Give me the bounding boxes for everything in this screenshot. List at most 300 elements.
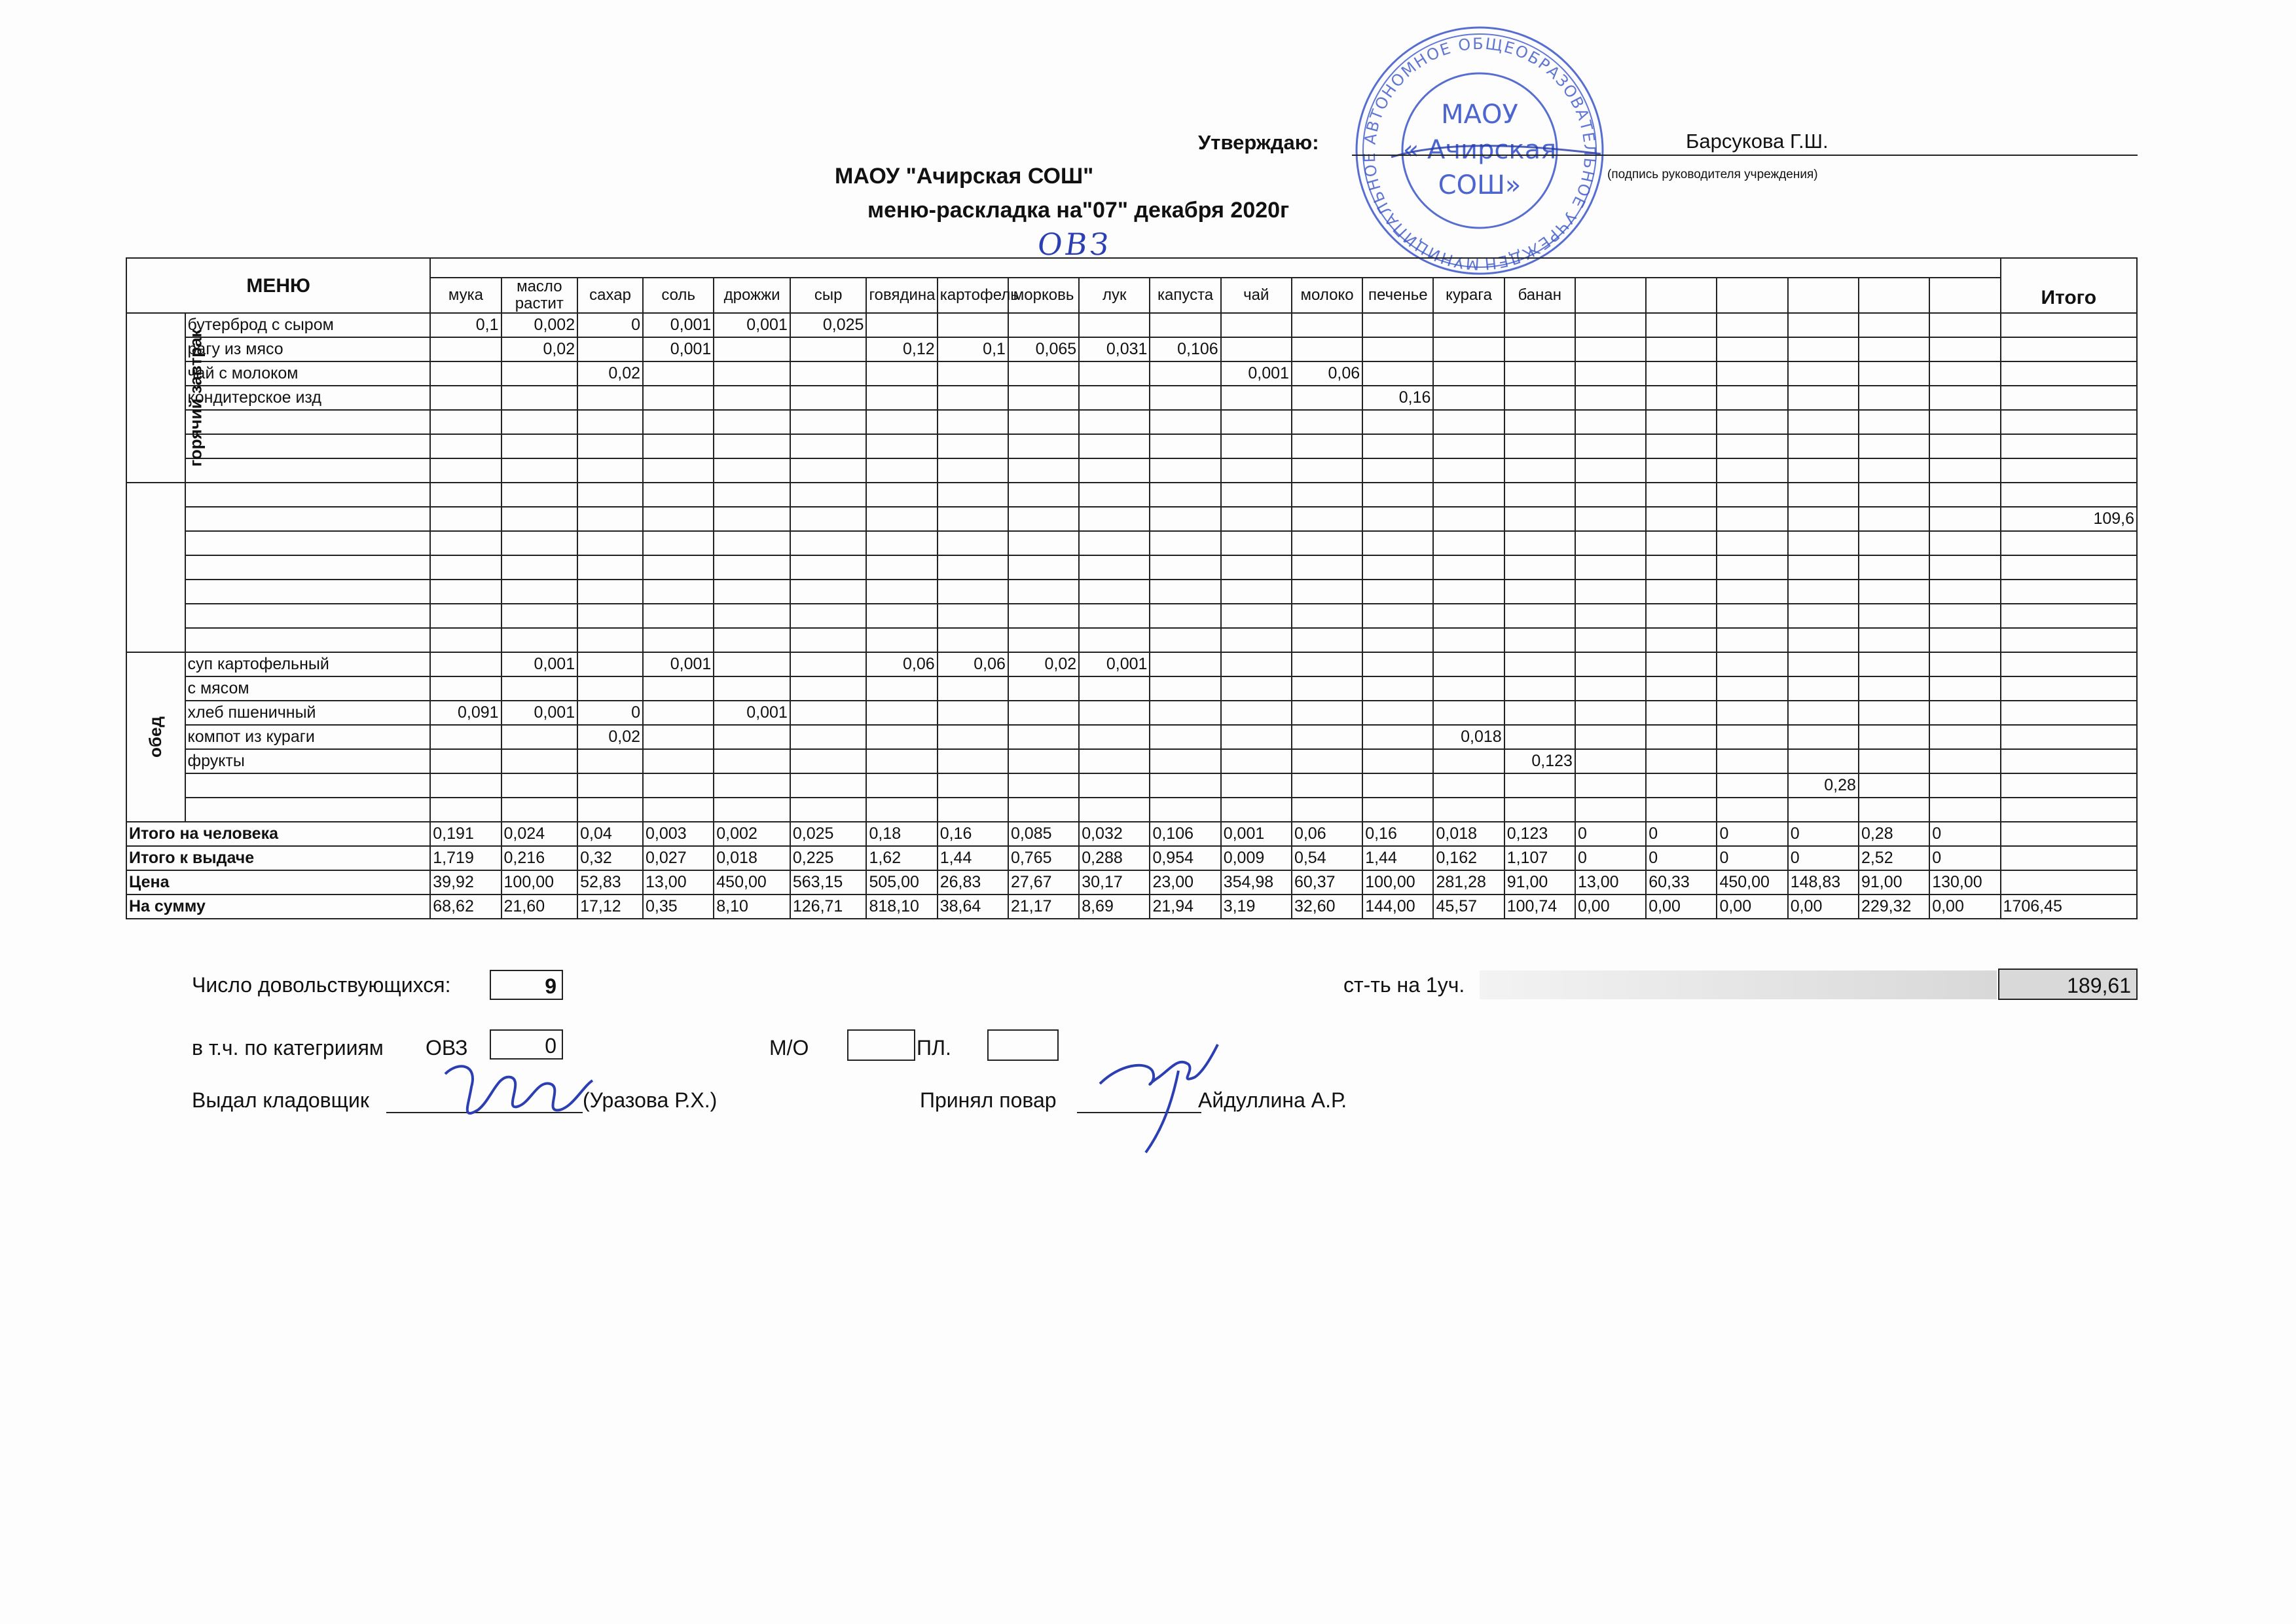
ingredient-amount <box>866 628 937 652</box>
ingredient-amount <box>501 434 578 458</box>
ingredient-header: морковь <box>1008 278 1079 313</box>
ingredient-amount <box>866 555 937 580</box>
dish-name: кондитерское изд <box>185 386 431 410</box>
ingredient-amount <box>1646 773 1717 798</box>
table-row <box>126 531 2137 555</box>
ingredient-amount <box>577 555 643 580</box>
ingredient-amount <box>501 507 578 531</box>
ingredient-amount <box>430 628 501 652</box>
ingredient-amount <box>714 555 790 580</box>
totals-value: 0,288 <box>1079 846 1150 870</box>
ingredient-amount <box>1433 701 1504 725</box>
ingredient-amount <box>1646 313 1717 337</box>
ingredient-amount <box>1221 458 1292 483</box>
ingredient-amount <box>1150 531 1220 555</box>
ingredient-amount <box>1646 361 1717 386</box>
ingredient-amount <box>866 434 937 458</box>
totals-label: На сумму <box>126 895 430 919</box>
ingredient-amount <box>1717 386 1787 410</box>
ingredient-amount <box>430 580 501 604</box>
table-row <box>126 555 2137 580</box>
ingredient-amount <box>430 361 501 386</box>
ingredient-amount <box>1292 604 1362 628</box>
ingredient-amount <box>1292 434 1362 458</box>
ingredient-amount <box>577 337 643 361</box>
totals-value: 1,44 <box>938 846 1008 870</box>
ingredient-amount <box>938 434 1008 458</box>
ingredient-amount <box>1433 531 1504 555</box>
section-label <box>126 652 185 822</box>
totals-value: 0,032 <box>1079 822 1150 846</box>
ingredient-amount <box>501 458 578 483</box>
totals-value: 0,024 <box>501 822 578 846</box>
ingredient-amount <box>1788 749 1859 773</box>
ingredient-amount <box>1859 458 1929 483</box>
ingredient-amount <box>1433 386 1504 410</box>
ingredient-amount <box>577 410 643 434</box>
dish-name: суп картофельный <box>185 652 431 676</box>
row-total <box>2001 725 2137 749</box>
ingredient-amount: 0,001 <box>1079 652 1150 676</box>
ingredient-amount: 0,02 <box>1008 652 1079 676</box>
issued-label: Выдал кладовщик <box>192 1088 369 1112</box>
ingredient-amount <box>938 507 1008 531</box>
totals-value: 0 <box>1646 822 1717 846</box>
ingredient-amount <box>1717 701 1787 725</box>
ingredient-amount <box>1575 604 1646 628</box>
ingredient-amount <box>1292 798 1362 822</box>
ingredient-amount <box>430 604 501 628</box>
ingredient-header: лук <box>1079 278 1150 313</box>
ingredient-amount <box>1292 628 1362 652</box>
totals-value: 0,00 <box>1788 895 1859 919</box>
ingredient-amount <box>790 604 867 628</box>
ingredient-amount <box>643 580 714 604</box>
ingredient-amount <box>1433 749 1504 773</box>
ingredient-amount <box>1504 580 1575 604</box>
cost-value: 189,61 <box>1998 969 2138 1000</box>
ingredient-amount <box>714 483 790 507</box>
ingredient-amount <box>1079 676 1150 701</box>
ingredient-amount <box>866 483 937 507</box>
ingredient-amount <box>1079 701 1150 725</box>
table-row <box>126 725 2137 749</box>
ingredient-amount <box>714 458 790 483</box>
ingredient-amount <box>430 773 501 798</box>
totals-value: 23,00 <box>1150 870 1220 895</box>
row-total <box>2001 676 2137 701</box>
ingredient-amount <box>643 410 714 434</box>
ingredient-amount <box>1221 701 1292 725</box>
ingredient-amount <box>938 555 1008 580</box>
ingredient-amount <box>1362 628 1433 652</box>
dish-name: с мясом <box>185 676 431 701</box>
totals-row <box>126 822 2137 846</box>
ingredient-amount <box>430 337 501 361</box>
ingredient-amount <box>1221 531 1292 555</box>
totals-value: 0,00 <box>1717 895 1787 919</box>
ingredient-amount: 0 <box>577 701 643 725</box>
ingredient-amount <box>1717 361 1787 386</box>
ingredient-amount <box>1362 410 1433 434</box>
ingredient-amount <box>1433 798 1504 822</box>
ingredient-amount <box>1150 628 1220 652</box>
totals-value: 0,225 <box>790 846 867 870</box>
totals-value: 0 <box>1788 846 1859 870</box>
dish-name: чай с молоком <box>185 361 431 386</box>
ingredient-amount <box>790 361 867 386</box>
mo-value-box <box>847 1029 915 1061</box>
ingredient-amount: 0,106 <box>1150 337 1220 361</box>
count-label: Число довольствующихся: <box>192 973 451 997</box>
ingredient-amount <box>1717 337 1787 361</box>
totals-value: 68,62 <box>430 895 501 919</box>
ingredient-amount <box>1859 676 1929 701</box>
ingredient-amount <box>714 531 790 555</box>
ingredient-amount <box>1575 313 1646 337</box>
ovz-label: ОВЗ <box>426 1036 468 1060</box>
ingredient-amount <box>1929 434 2000 458</box>
ingredient-header: мука <box>430 278 501 313</box>
ingredient-amount <box>1575 337 1646 361</box>
ingredient-amount <box>1859 773 1929 798</box>
ingredient-amount <box>1859 604 1929 628</box>
ingredient-amount <box>1717 313 1787 337</box>
storekeeper-signature <box>432 1048 602 1133</box>
ingredient-amount: 0,06 <box>938 652 1008 676</box>
ingredient-amount <box>938 410 1008 434</box>
ingredient-header: дрожжи <box>714 278 790 313</box>
ingredient-amount <box>1221 337 1292 361</box>
totals-value: 13,00 <box>1575 870 1646 895</box>
ingredient-amount <box>790 531 867 555</box>
ingredient-amount <box>1362 337 1433 361</box>
ingredient-amount <box>1292 725 1362 749</box>
ingredient-amount <box>1150 434 1220 458</box>
ingredient-amount: 0,001 <box>643 652 714 676</box>
ingredient-amount <box>938 458 1008 483</box>
ingredient-amount <box>1859 410 1929 434</box>
cost-label: ст-ть на 1уч. <box>1343 973 1465 997</box>
ingredient-header: печенье <box>1362 278 1433 313</box>
totals-value: 0,018 <box>1433 822 1504 846</box>
ingredient-amount <box>1362 676 1433 701</box>
ingredient-amount <box>1221 580 1292 604</box>
dish-name <box>185 507 431 531</box>
ingredient-amount <box>938 313 1008 337</box>
ingredient-amount <box>938 361 1008 386</box>
ingredient-amount <box>1646 676 1717 701</box>
ingredient-amount <box>1079 361 1150 386</box>
ingredient-header: чай <box>1221 278 1292 313</box>
ingredient-amount <box>1929 749 2000 773</box>
ingredient-header <box>1717 278 1787 313</box>
ingredient-amount <box>1079 507 1150 531</box>
ingredient-amount <box>1929 386 2000 410</box>
ingredient-amount: 0,018 <box>1433 725 1504 749</box>
ingredient-amount <box>714 798 790 822</box>
ingredient-amount <box>1433 652 1504 676</box>
ingredient-amount <box>1859 386 1929 410</box>
ingredient-amount <box>1575 773 1646 798</box>
ingredient-amount <box>1079 773 1150 798</box>
totals-value: 91,00 <box>1859 870 1929 895</box>
count-value: 9 <box>490 970 563 1000</box>
table-row <box>126 580 2137 604</box>
ingredient-amount <box>1008 580 1079 604</box>
ingredient-amount <box>430 507 501 531</box>
ingredient-amount <box>1362 749 1433 773</box>
ingredient-amount <box>1859 507 1929 531</box>
ingredient-amount <box>1008 507 1079 531</box>
totals-value: 0,32 <box>577 846 643 870</box>
totals-label: Итого к выдаче <box>126 846 430 870</box>
ingredient-amount <box>430 410 501 434</box>
total-header: Итого <box>2001 258 2137 313</box>
section-label <box>126 313 206 483</box>
dish-name: рагу из мясо <box>185 337 431 361</box>
ingredient-amount <box>1221 313 1292 337</box>
totals-value: 0,162 <box>1433 846 1504 870</box>
ingredient-amount <box>1150 410 1220 434</box>
ingredient-amount <box>938 531 1008 555</box>
section-label-text: обед <box>145 716 166 758</box>
totals-value: 52,83 <box>577 870 643 895</box>
ingredient-amount <box>790 749 867 773</box>
ingredient-amount <box>1362 531 1433 555</box>
ingredient-amount <box>938 749 1008 773</box>
ingredient-amount <box>790 652 867 676</box>
ingredient-amount <box>1150 580 1220 604</box>
totals-value: 0,123 <box>1504 822 1575 846</box>
ingredient-amount <box>1788 458 1859 483</box>
ingredient-header: молоко <box>1292 278 1362 313</box>
ingredient-amount <box>938 798 1008 822</box>
ingredient-amount <box>1717 773 1787 798</box>
ingredient-amount <box>1929 507 2000 531</box>
table-row <box>126 361 2137 386</box>
ingredient-header: капуста <box>1150 278 1220 313</box>
approve-name: Барсукова Г.Ш. <box>1686 130 1829 153</box>
ingredient-amount <box>866 749 937 773</box>
ingredient-amount <box>1362 507 1433 531</box>
stamp-line-2: « Ачирская <box>1402 135 1557 165</box>
totals-value: 26,83 <box>938 870 1008 895</box>
ingredient-amount <box>1575 701 1646 725</box>
totals-grand <box>2001 822 2137 846</box>
ingredient-amount <box>1717 555 1787 580</box>
ingredient-amount <box>1929 798 2000 822</box>
ingredient-amount <box>501 749 578 773</box>
ingredient-amount <box>1929 580 2000 604</box>
ingredient-amount <box>1788 361 1859 386</box>
row-total <box>2001 483 2137 507</box>
ingredient-amount: 0,001 <box>1221 361 1292 386</box>
ingredient-amount <box>790 773 867 798</box>
ingredient-amount <box>714 628 790 652</box>
totals-value: 0,954 <box>1150 846 1220 870</box>
ingredient-amount <box>866 701 937 725</box>
ingredient-amount <box>1646 749 1717 773</box>
ingredient-amount <box>1929 652 2000 676</box>
ingredient-amount <box>1859 652 1929 676</box>
ingredient-amount <box>643 458 714 483</box>
ingredient-amount <box>1646 458 1717 483</box>
ingredient-amount <box>1362 361 1433 386</box>
ingredient-amount <box>1008 749 1079 773</box>
ingredient-amount <box>577 798 643 822</box>
ingredient-amount <box>714 725 790 749</box>
table-row <box>126 798 2137 822</box>
row-total <box>2001 434 2137 458</box>
ingredient-amount <box>1221 628 1292 652</box>
totals-value: 130,00 <box>1929 870 2000 895</box>
totals-row <box>126 846 2137 870</box>
ingredient-amount <box>1504 458 1575 483</box>
table-row <box>126 434 2137 458</box>
ingredient-amount <box>577 604 643 628</box>
ingredient-amount <box>866 725 937 749</box>
ingredient-amount <box>1717 434 1787 458</box>
ingredient-amount <box>938 773 1008 798</box>
row-total <box>2001 531 2137 555</box>
totals-value: 0 <box>1717 822 1787 846</box>
table-row <box>126 676 2137 701</box>
row-total <box>2001 652 2137 676</box>
row-total <box>2001 555 2137 580</box>
row-total <box>2001 313 2137 337</box>
ingredient-amount <box>714 337 790 361</box>
ingredient-amount <box>501 773 578 798</box>
ingredient-amount <box>790 410 867 434</box>
ingredient-amount <box>1575 749 1646 773</box>
row-total <box>2001 773 2137 798</box>
ingredient-amount <box>1433 555 1504 580</box>
totals-grand <box>2001 846 2137 870</box>
ingredient-amount <box>1362 580 1433 604</box>
ingredient-header: сахар <box>577 278 643 313</box>
ingredient-amount <box>1859 725 1929 749</box>
totals-value: 281,28 <box>1433 870 1504 895</box>
totals-value: 21,94 <box>1150 895 1220 919</box>
totals-value: 27,67 <box>1008 870 1079 895</box>
ingredient-amount <box>1221 676 1292 701</box>
ingredient-amount <box>1504 313 1575 337</box>
ingredient-amount <box>1575 458 1646 483</box>
ingredient-amount <box>1362 798 1433 822</box>
ingredient-amount <box>714 361 790 386</box>
ingredient-amount: 0,001 <box>643 313 714 337</box>
ingredient-amount <box>1150 773 1220 798</box>
ingredient-amount <box>643 749 714 773</box>
ingredient-amount <box>1433 483 1504 507</box>
ingredient-amount <box>866 410 937 434</box>
ingredient-amount <box>790 386 867 410</box>
totals-value: 0,16 <box>938 822 1008 846</box>
ingredient-amount <box>1646 652 1717 676</box>
totals-value: 39,92 <box>430 870 501 895</box>
ingredient-amount <box>1929 725 2000 749</box>
table-row <box>126 410 2137 434</box>
ingredient-amount <box>1788 386 1859 410</box>
ingredient-amount <box>1008 386 1079 410</box>
ingredient-amount <box>714 676 790 701</box>
ingredient-amount <box>1717 507 1787 531</box>
totals-row <box>126 895 2137 919</box>
row-total <box>2001 749 2137 773</box>
ingredient-amount <box>1221 386 1292 410</box>
table-row <box>126 604 2137 628</box>
ingredient-amount <box>938 676 1008 701</box>
ingredient-amount <box>430 555 501 580</box>
ingredient-amount: 0,02 <box>577 361 643 386</box>
ingredient-amount <box>1504 773 1575 798</box>
table-row <box>126 749 2137 773</box>
ingredient-amount <box>643 676 714 701</box>
ingredient-amount: 0,031 <box>1079 337 1150 361</box>
table-row <box>126 652 2137 676</box>
ingredient-amount <box>1433 773 1504 798</box>
ingredient-amount <box>866 458 937 483</box>
ingredient-amount <box>1150 361 1220 386</box>
ingredient-amount <box>1788 580 1859 604</box>
ingredient-amount: 0,025 <box>790 313 867 337</box>
table-row <box>126 337 2137 361</box>
ingredient-amount <box>1150 386 1220 410</box>
ingredient-amount <box>643 798 714 822</box>
ingredient-amount <box>1292 410 1362 434</box>
ingredient-amount <box>1008 458 1079 483</box>
ingredient-amount <box>1575 798 1646 822</box>
row-total <box>2001 628 2137 652</box>
totals-value: 144,00 <box>1362 895 1433 919</box>
ingredient-amount <box>1292 507 1362 531</box>
ingredient-amount <box>1859 628 1929 652</box>
ingredient-amount <box>1504 434 1575 458</box>
ingredient-amount <box>1150 604 1220 628</box>
ingredient-amount <box>790 337 867 361</box>
ingredient-amount <box>1008 483 1079 507</box>
ingredient-amount <box>714 410 790 434</box>
ingredient-amount <box>790 483 867 507</box>
ingredient-amount <box>1221 434 1292 458</box>
ingredient-amount <box>1150 749 1220 773</box>
ingredient-amount <box>643 386 714 410</box>
menu-table <box>126 257 2138 919</box>
ingredient-amount <box>1929 604 2000 628</box>
totals-grand <box>2001 870 2137 895</box>
ingredient-amount <box>1575 725 1646 749</box>
ingredient-amount <box>1362 701 1433 725</box>
totals-value: 229,32 <box>1859 895 1929 919</box>
ingredient-amount <box>938 483 1008 507</box>
category-label: в т.ч. по категрииям <box>192 1036 384 1060</box>
stamp-ring-text: МУНИЦИПАЛЬНОЕ АВТОНОМНОЕ ОБЩЕОБРАЗОВАТЕЛЬНОЕ УЧРЕЖДЕН <box>1360 34 1599 274</box>
totals-value: 126,71 <box>790 895 867 919</box>
ingredient-amount <box>430 749 501 773</box>
ingredient-header <box>1788 278 1859 313</box>
ingredient-amount <box>430 676 501 701</box>
ingredient-amount <box>1717 628 1787 652</box>
ingredient-amount <box>1929 483 2000 507</box>
row-total <box>2001 604 2137 628</box>
ingredient-amount <box>1717 483 1787 507</box>
totals-label: Цена <box>126 870 430 895</box>
totals-value: 0,001 <box>1221 822 1292 846</box>
totals-value: 60,37 <box>1292 870 1362 895</box>
row-total <box>2001 386 2137 410</box>
ingredient-amount <box>1504 410 1575 434</box>
